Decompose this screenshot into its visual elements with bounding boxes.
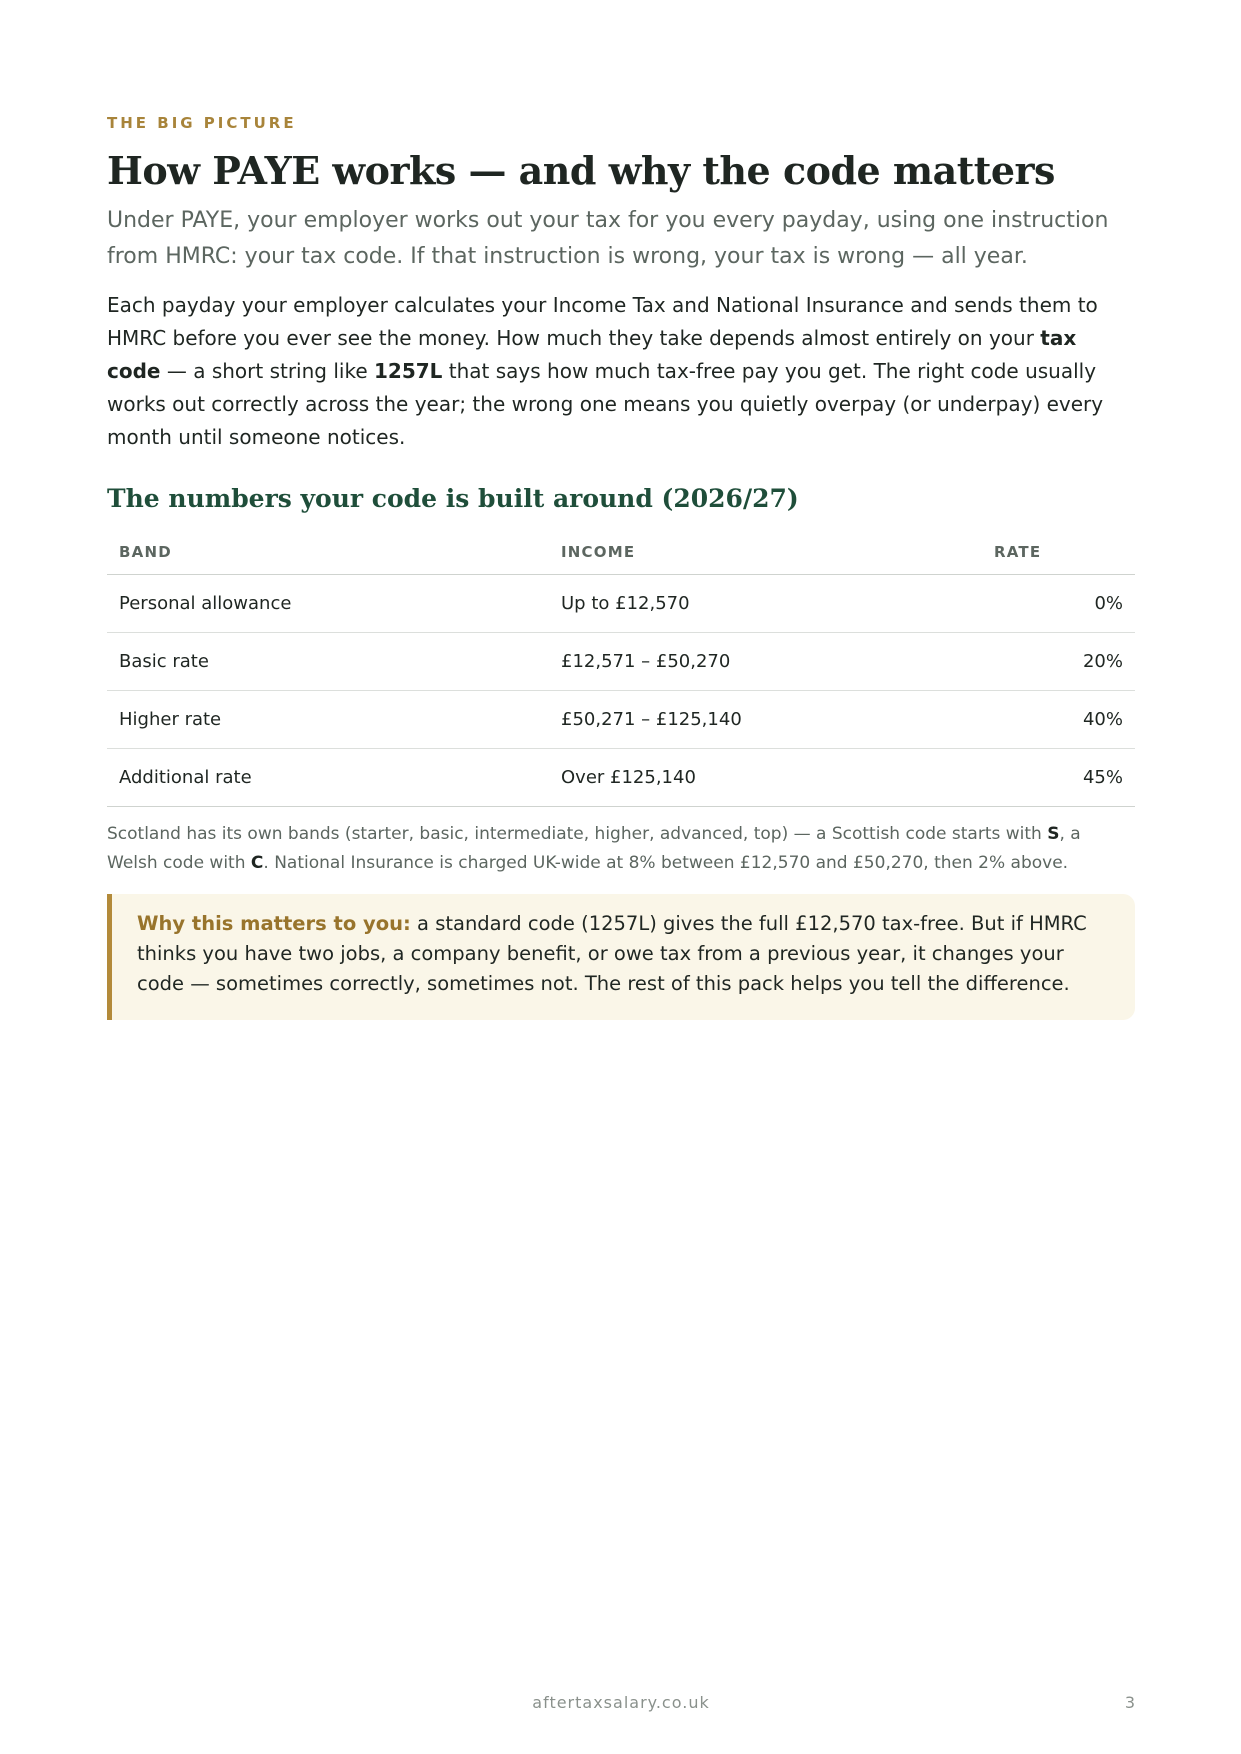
- body-text-part: — a short string like: [160, 359, 374, 383]
- callout-text: a standard code (1257L) gives the full £12,570 tax-free. But if HMRC thinks you have two jobs, a company benefit, or owe tax from a previous year, it changes your code — sometimes correctly, sometimes not. The rest of this pack helps you tell the difference.: [137, 912, 1087, 995]
- header-rate: RATE: [994, 543, 1042, 561]
- page-title: How PAYE works — and why the code matters: [107, 148, 1055, 193]
- header-income: INCOME: [561, 543, 636, 561]
- table-row: [107, 633, 1135, 691]
- income-cell: £12,571 – £50,270: [561, 651, 731, 672]
- section-title: The numbers your code is built around (2026/27): [107, 484, 799, 513]
- callout-box: [107, 894, 1135, 1020]
- rate-cell: 45%: [1082, 767, 1123, 788]
- table-row: [107, 575, 1135, 633]
- header-band: BAND: [119, 543, 172, 561]
- callout-lead: Why this matters to you:: [137, 912, 411, 935]
- table-footnote: [107, 820, 1135, 878]
- tax-bands-table: [107, 533, 1135, 807]
- band-cell: Additional rate: [119, 767, 252, 788]
- rate-cell: 40%: [1082, 709, 1123, 730]
- income-cell: Over £125,140: [561, 767, 696, 788]
- income-cell: £50,271 – £125,140: [561, 709, 742, 730]
- band-cell: Basic rate: [119, 651, 209, 672]
- body-paragraph: [107, 289, 1135, 454]
- footnote-text-part: . National Insurance is charged UK-wide at 8% between £12,570 and £50,270, then 2% above.: [263, 853, 1069, 873]
- footer-url: aftertaxsalary.co.uk: [532, 1693, 710, 1712]
- table-header: [107, 533, 1135, 575]
- rate-cell: 20%: [1082, 651, 1123, 672]
- body-bold-1257l: 1257L: [373, 359, 443, 383]
- body-text-part: that says how much tax-free pay you get. The right code usually works out correctly across the year; the wrong one means you quietly overpay (or underpay) every month until someone notices.: [107, 359, 1104, 449]
- lede-paragraph: Under PAYE, your employer works out your tax for you every payday, using one instruction from HMRC: your tax code. If that instruction is wrong, your tax is wrong — all year.: [107, 208, 1109, 269]
- table-row: [107, 749, 1135, 807]
- band-cell: Higher rate: [119, 709, 222, 730]
- footnote-bold-c: C: [250, 853, 264, 873]
- footnote-bold-s: S: [1047, 824, 1060, 844]
- body-text-part: Each payday your employer calculates your Income Tax and National Insurance and sends them to HMRC before you ever see the money. How much they take depends almost entirely on your: [107, 293, 1098, 350]
- income-cell: Up to £12,570: [561, 593, 690, 614]
- footnote-text-part: Scotland has its own bands (starter, basic, intermediate, higher, advanced, top) — a Scottish code starts with: [107, 824, 1048, 844]
- page-number: 3: [1124, 1693, 1135, 1712]
- body-bold-tax-code: tax code: [107, 326, 1077, 383]
- band-cell: Personal allowance: [119, 593, 292, 614]
- rate-cell: 0%: [1094, 593, 1123, 614]
- eyebrow-label: THE BIG PICTURE: [107, 114, 297, 132]
- table-row: [107, 691, 1135, 749]
- footnote-text-part: , a Welsh code with: [107, 824, 1081, 873]
